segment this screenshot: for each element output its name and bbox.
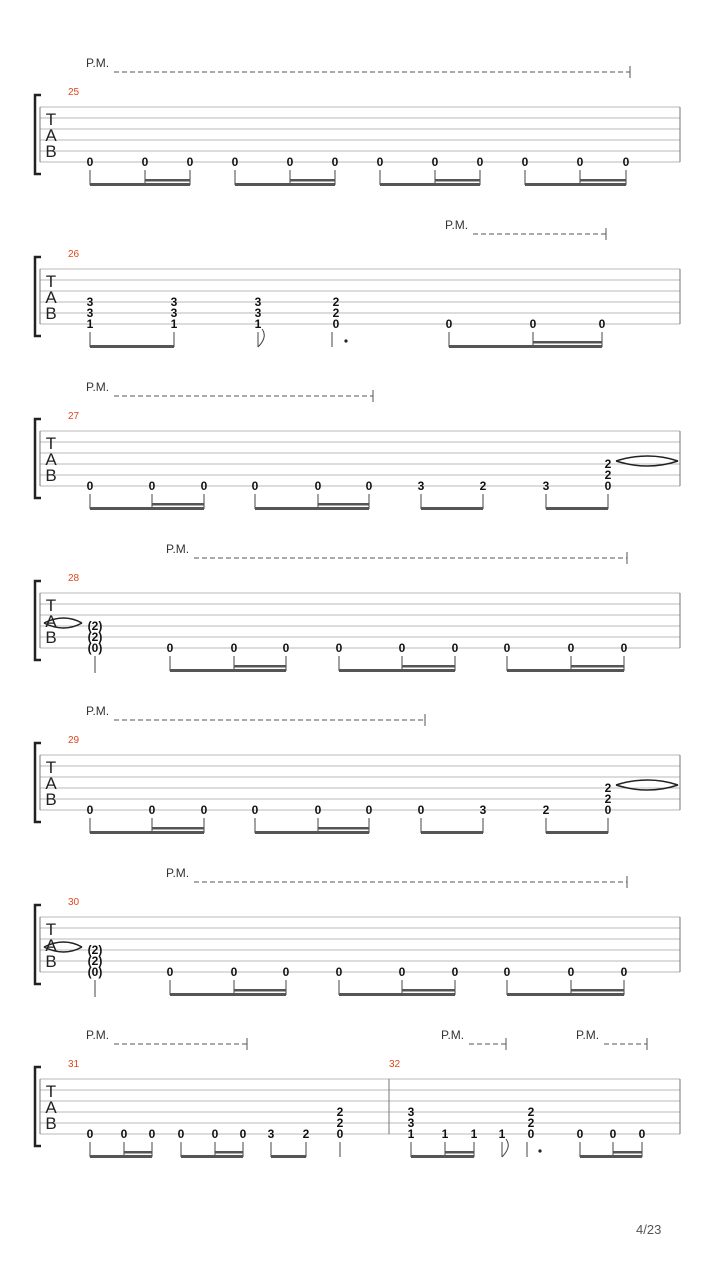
beam [449, 345, 602, 348]
fret-number: 0 [417, 803, 425, 817]
tab-clef-letter: T [45, 434, 57, 453]
beam [181, 1155, 243, 1158]
fret-number: 0 [251, 479, 259, 493]
fret-number: 2 [332, 306, 340, 320]
fret-number: 3 [254, 306, 262, 320]
tab-clef-letter: T [45, 596, 57, 615]
fret-number: 1 [407, 1127, 415, 1141]
bar-number: 29 [68, 735, 80, 746]
palm-mute-label: P.M. [86, 1028, 110, 1042]
fret-number: 1 [170, 317, 178, 331]
fret-number: 2 [542, 803, 550, 817]
fret-number: 0 [567, 965, 575, 979]
fret-number: 0 [200, 803, 208, 817]
page-number: 4/23 [636, 1222, 662, 1237]
fret-number: 0 [314, 803, 322, 817]
fret-number: 0 [529, 317, 537, 331]
fret-number: 0 [527, 1127, 535, 1141]
tab-clef-letter: T [45, 110, 57, 129]
fret-number: 3 [170, 306, 178, 320]
tab-system-1 [35, 56, 680, 186]
bar-number: 31 [68, 1059, 80, 1070]
tab-clef-letter: B [45, 790, 57, 809]
fret-number: 0 [314, 479, 322, 493]
fret-number: 0 [567, 641, 575, 655]
fret-number: 1 [86, 317, 94, 331]
fret-number: 0 [335, 965, 343, 979]
dot [344, 339, 347, 342]
sub-beam [152, 827, 204, 830]
tab-clef-letter: A [45, 774, 57, 793]
fret-number: 0 [331, 155, 339, 169]
tab-system-6 [35, 866, 680, 997]
fret-number: 1 [441, 1127, 449, 1141]
beam [507, 669, 624, 672]
fret-number: 0 [86, 479, 94, 493]
bar-number: 27 [68, 411, 80, 422]
beam [90, 831, 204, 834]
tab-clef-letter: A [45, 450, 57, 469]
sub-beam [124, 1151, 152, 1154]
fret-number: 0 [445, 317, 453, 331]
fret-number: (2) [87, 943, 103, 957]
fret-number: 0 [398, 641, 406, 655]
fret-number: 0 [451, 641, 459, 655]
tab-clef-letter: B [45, 952, 57, 971]
beam [525, 183, 626, 186]
fret-number: (2) [87, 954, 103, 968]
fret-number: 0 [148, 1127, 156, 1141]
sub-beam [533, 341, 602, 344]
fret-number: 1 [254, 317, 262, 331]
fret-number: 0 [503, 965, 511, 979]
fret-number: 0 [598, 317, 606, 331]
tab-system-3 [35, 380, 680, 510]
fret-number: 0 [230, 965, 238, 979]
fret-number: 0 [398, 965, 406, 979]
beam [339, 669, 455, 672]
sub-beam [435, 179, 480, 182]
beam [90, 183, 190, 186]
fret-number: 0 [604, 803, 612, 817]
beam [339, 993, 455, 996]
palm-mute-label: P.M. [441, 1028, 465, 1042]
bar-number: 30 [68, 897, 80, 908]
fret-number: 2 [604, 468, 612, 482]
fret-number: 2 [604, 792, 612, 806]
fret-number: 0 [521, 155, 529, 169]
fret-number: 0 [332, 317, 340, 331]
beam [271, 1155, 306, 1158]
sub-beam [318, 827, 369, 830]
fret-number: 0 [211, 1127, 219, 1141]
fret-number: 3 [479, 803, 487, 817]
beam [255, 507, 369, 510]
beam [255, 831, 369, 834]
fret-number: 0 [186, 155, 194, 169]
note-flag [258, 329, 264, 347]
fret-number: 3 [170, 295, 178, 309]
fret-number: 0 [166, 965, 174, 979]
tab-clef-letter: B [45, 142, 57, 161]
fret-number: 3 [417, 479, 425, 493]
palm-mute-label: P.M. [86, 704, 110, 718]
palm-mute-label: P.M. [445, 218, 469, 232]
fret-number: 2 [604, 457, 612, 471]
palm-mute-label: P.M. [166, 542, 190, 556]
dot [538, 1149, 541, 1152]
bar-number: 25 [68, 87, 80, 98]
sub-beam [402, 989, 455, 992]
fret-number: 2 [527, 1105, 535, 1119]
fret-number: 2 [302, 1127, 310, 1141]
fret-number: 0 [230, 641, 238, 655]
beam [580, 1155, 642, 1158]
fret-number: 2 [479, 479, 487, 493]
sub-beam [318, 503, 369, 506]
fret-number: 2 [336, 1116, 344, 1130]
beam [235, 183, 335, 186]
palm-mute-label: P.M. [86, 380, 110, 394]
fret-number: 0 [620, 641, 628, 655]
fret-number: 0 [120, 1127, 128, 1141]
tab-clef-letter: A [45, 936, 57, 955]
fret-number: 0 [86, 155, 94, 169]
tab-system-4 [35, 542, 680, 673]
fret-number: 0 [282, 965, 290, 979]
tab-system-2 [35, 218, 680, 348]
palm-mute-label: P.M. [86, 56, 110, 70]
fret-number: 0 [638, 1127, 646, 1141]
fret-number: 0 [86, 803, 94, 817]
fret-number: 0 [141, 155, 149, 169]
palm-mute-label: P.M. [576, 1028, 600, 1042]
tab-system-7 [35, 1028, 680, 1158]
bar-number: 26 [68, 249, 80, 260]
beam [421, 507, 483, 510]
fret-number: 1 [498, 1127, 506, 1141]
fret-number: 0 [231, 155, 239, 169]
fret-number: 0 [177, 1127, 185, 1141]
fret-number: 0 [576, 1127, 584, 1141]
fret-number: 0 [503, 641, 511, 655]
beam [170, 993, 286, 996]
beam [90, 345, 174, 348]
beam [170, 669, 286, 672]
fret-number: 0 [476, 155, 484, 169]
fret-number: 0 [166, 641, 174, 655]
beam [90, 1155, 152, 1158]
sub-beam [234, 665, 286, 668]
fret-number: 2 [527, 1116, 535, 1130]
sub-beam [215, 1151, 243, 1154]
sub-beam [445, 1151, 474, 1154]
sub-beam [152, 503, 204, 506]
beam [546, 507, 608, 510]
tab-clef-letter: T [45, 272, 57, 291]
fret-number: 0 [365, 803, 373, 817]
fret-number: (2) [87, 630, 103, 644]
fret-number: 0 [622, 155, 630, 169]
fret-number: 0 [451, 965, 459, 979]
fret-number: 0 [286, 155, 294, 169]
tab-system-5 [35, 704, 680, 834]
beam [421, 831, 483, 834]
fret-number: 0 [335, 641, 343, 655]
tab-clef-letter: T [45, 920, 57, 939]
beam [90, 507, 204, 510]
note-flag [502, 1139, 508, 1157]
fret-number: 0 [148, 479, 156, 493]
tab-clef-letter: A [45, 288, 57, 307]
fret-number: 0 [604, 479, 612, 493]
bar-number: 32 [389, 1059, 401, 1070]
fret-number: 0 [86, 1127, 94, 1141]
fret-number: 3 [407, 1116, 415, 1130]
bar-number: 28 [68, 573, 80, 584]
sub-beam [571, 989, 624, 992]
tab-clef-letter: B [45, 628, 57, 647]
beam [411, 1155, 474, 1158]
fret-number: 3 [407, 1105, 415, 1119]
tab-clef-letter: B [45, 466, 57, 485]
fret-number: 2 [604, 781, 612, 795]
fret-number: 0 [365, 479, 373, 493]
fret-number: 0 [609, 1127, 617, 1141]
fret-number: 0 [282, 641, 290, 655]
fret-number: 3 [86, 295, 94, 309]
tab-clef-letter: B [45, 1114, 57, 1133]
fret-number: 0 [576, 155, 584, 169]
sub-beam [145, 179, 190, 182]
sub-beam [290, 179, 335, 182]
tab-clef-letter: A [45, 612, 57, 631]
sub-beam [580, 179, 626, 182]
fret-number: 3 [254, 295, 262, 309]
fret-number: 1 [470, 1127, 478, 1141]
fret-number: 0 [376, 155, 384, 169]
fret-number: (0) [87, 641, 103, 655]
fret-number: 0 [431, 155, 439, 169]
sub-beam [402, 665, 455, 668]
sub-beam [234, 989, 286, 992]
fret-number: 0 [251, 803, 259, 817]
fret-number: 0 [620, 965, 628, 979]
fret-number: 0 [239, 1127, 247, 1141]
sub-beam [613, 1151, 642, 1154]
tab-clef-letter: T [45, 758, 57, 777]
fret-number: 0 [200, 479, 208, 493]
tab-clef-letter: B [45, 304, 57, 323]
tab-clef-letter: A [45, 126, 57, 145]
tab-clef-letter: T [45, 1082, 57, 1101]
fret-number: 0 [336, 1127, 344, 1141]
beam [546, 831, 608, 834]
tab-clef-letter: A [45, 1098, 57, 1117]
beam [507, 993, 624, 996]
fret-number: 3 [267, 1127, 275, 1141]
fret-number: 0 [148, 803, 156, 817]
fret-number: 3 [542, 479, 550, 493]
fret-number: 2 [332, 295, 340, 309]
sub-beam [571, 665, 624, 668]
beam [380, 183, 480, 186]
fret-number: 3 [86, 306, 94, 320]
fret-number: (2) [87, 619, 103, 633]
fret-number: (0) [87, 965, 103, 979]
fret-number: 2 [336, 1105, 344, 1119]
palm-mute-label: P.M. [166, 866, 190, 880]
